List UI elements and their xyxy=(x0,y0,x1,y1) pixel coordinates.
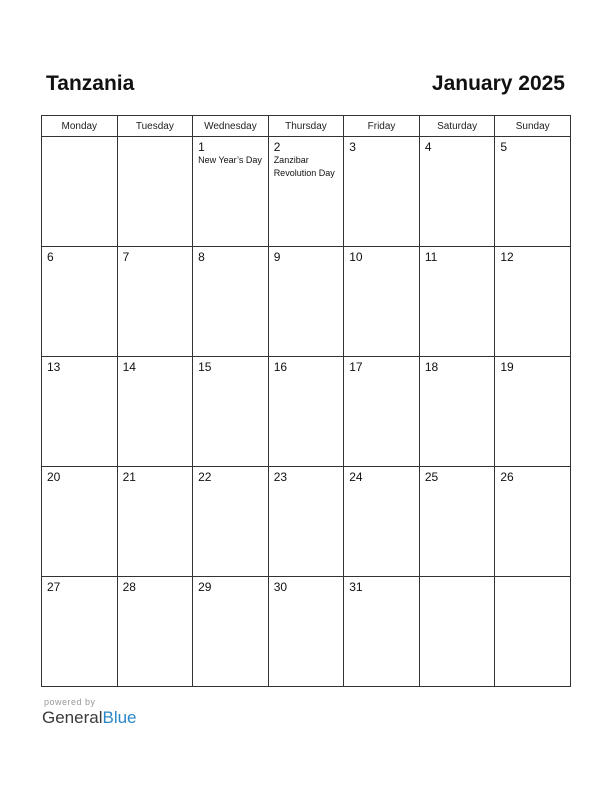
day-number: 19 xyxy=(500,360,514,374)
day-number: 1 xyxy=(198,140,205,154)
weekday-header-row xyxy=(42,116,571,137)
day-cell xyxy=(344,467,420,577)
month-year-title: January 2025 xyxy=(431,72,565,95)
weekday-saturday: Saturday xyxy=(419,116,495,137)
calendar-grid xyxy=(41,115,571,687)
day-cell xyxy=(419,357,495,467)
day-cell xyxy=(344,357,420,467)
day-cell xyxy=(117,357,193,467)
weekday-sunday: Sunday xyxy=(495,116,571,137)
day-number: 31 xyxy=(349,580,363,594)
day-number xyxy=(495,577,570,580)
day-cell xyxy=(193,577,269,687)
day-cell xyxy=(42,467,118,577)
day-number: 2 xyxy=(273,140,281,154)
day-number: 6 xyxy=(47,250,54,264)
day-cell xyxy=(117,467,193,577)
day-cell xyxy=(42,357,118,467)
day-cell xyxy=(495,137,571,247)
day-number: 8 xyxy=(198,250,205,264)
day-cell xyxy=(419,247,495,357)
day-cell xyxy=(344,137,420,247)
week-row-5 xyxy=(42,577,571,687)
day-cell xyxy=(42,577,118,687)
day-number: 15 xyxy=(198,360,212,374)
day-number xyxy=(420,577,495,580)
day-number xyxy=(118,137,193,140)
day-number: 21 xyxy=(122,470,136,484)
weekday-tuesday: Tuesday xyxy=(117,116,193,137)
holiday-label: Zanzibar Revolution Day xyxy=(273,155,335,178)
day-number: 5 xyxy=(500,140,508,154)
day-number: 26 xyxy=(500,470,514,484)
day-number: 7 xyxy=(122,250,130,264)
day-cell xyxy=(495,467,571,577)
day-number: 3 xyxy=(349,140,356,154)
day-number: 13 xyxy=(47,360,61,374)
day-number: 11 xyxy=(424,250,438,264)
logo-part-blue: Blue xyxy=(102,708,137,727)
day-cell xyxy=(117,137,193,247)
day-number xyxy=(42,137,117,140)
weekday-monday: Monday xyxy=(42,116,118,137)
day-cell xyxy=(193,357,269,467)
country-title: Tanzania xyxy=(46,72,135,95)
day-cell xyxy=(268,357,344,467)
day-number: 27 xyxy=(47,580,61,594)
day-number: 30 xyxy=(273,580,288,594)
day-cell xyxy=(344,247,420,357)
weekday-wednesday: Wednesday xyxy=(193,116,269,137)
day-number: 23 xyxy=(273,470,288,484)
day-number: 20 xyxy=(47,470,61,484)
week-row-4 xyxy=(42,467,571,577)
day-number: 14 xyxy=(122,360,136,374)
day-cell xyxy=(117,577,193,687)
day-number: 10 xyxy=(349,250,363,264)
day-cell xyxy=(268,577,344,687)
logo-part-general: General xyxy=(42,708,103,727)
weekday-thursday: Thursday xyxy=(268,116,344,137)
day-number: 29 xyxy=(198,580,212,594)
day-cell xyxy=(268,137,344,247)
week-row-2 xyxy=(42,247,571,357)
day-cell xyxy=(419,467,495,577)
day-cell xyxy=(495,247,571,357)
day-number: 18 xyxy=(424,360,439,374)
day-cell xyxy=(117,247,193,357)
day-number: 28 xyxy=(122,580,136,594)
day-cell xyxy=(193,467,269,577)
week-row-1 xyxy=(42,137,571,247)
day-number: 12 xyxy=(500,250,514,264)
day-cell xyxy=(268,247,344,357)
generalblue-logo[interactable] xyxy=(42,708,137,728)
day-number: 22 xyxy=(198,470,212,484)
day-number: 17 xyxy=(349,360,363,374)
powered-by-text: powered by xyxy=(44,697,96,707)
day-cell xyxy=(419,577,495,687)
day-number: 16 xyxy=(273,360,288,374)
day-number: 4 xyxy=(424,140,432,154)
day-cell xyxy=(42,247,118,357)
holiday-label: New Year’s Day xyxy=(198,155,262,165)
week-row-3 xyxy=(42,357,571,467)
day-cell xyxy=(344,577,420,687)
day-number: 9 xyxy=(273,250,281,264)
weekday-friday: Friday xyxy=(344,116,420,137)
day-cell xyxy=(495,357,571,467)
day-cell xyxy=(495,577,571,687)
day-cell xyxy=(193,137,269,247)
day-cell xyxy=(268,467,344,577)
day-number: 24 xyxy=(349,470,363,484)
day-cell xyxy=(193,247,269,357)
day-cell xyxy=(419,137,495,247)
day-number: 25 xyxy=(424,470,439,484)
day-cell xyxy=(42,137,118,247)
